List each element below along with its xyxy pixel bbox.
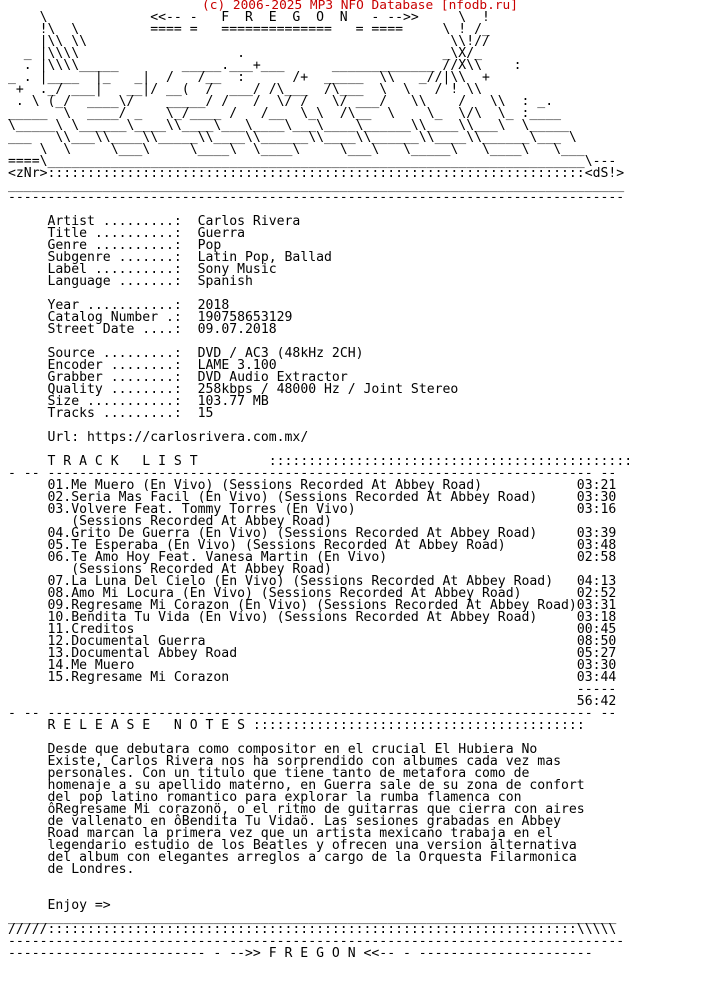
value-year: 2018 (197, 298, 230, 313)
label-quality: Quality ........: (47, 382, 182, 397)
banner-line: <zNr>::::::::::::::::::::::::::::::::::::::::::::::::::::::::::::::::::::<dS!> (8, 166, 625, 181)
track-time: 03:21 (576, 478, 617, 493)
track-time: 08:50 (576, 634, 617, 649)
tracklist-heading-dots: :::::::::::::::::::::::::::::::::::::::::::::: (268, 454, 633, 469)
release-notes-line: Desde que debutara como compositor en el crucial El Hubiera No (47, 742, 538, 757)
track-time: 03:18 (576, 610, 617, 625)
release-notes-line: del pop latino romantico para explorar la rumba flamenca con (47, 790, 522, 805)
track-title: 01.Me Muero (En Vivo) (Sessions Recorded At Abbey Road) (8, 478, 482, 493)
release-notes-line: de vallenato en ôBendita Tu Vidaö. Las sesiones grabadas en Abbey (47, 814, 562, 829)
release-notes-line: del album con elegantes arreglos a cargo de la Orquesta Filarmonica (47, 850, 577, 865)
value-label: Sony Music (197, 262, 277, 277)
copyright-header: (c) 2006-2025 MP3 NFO Database [nfodb.ru] (202, 0, 518, 13)
footer-sign-right: <<-- - ---------------------- (355, 946, 593, 961)
label-title: Title ..........: (47, 226, 182, 241)
value-artist: Carlos Rivera (197, 214, 301, 229)
track-time: 03:44 (576, 670, 617, 685)
footer-sign: F R E G O N (268, 946, 356, 961)
track-title: 10.Bendita Tu Vida (En Vivo) (Sessions Recorded At Abbey Road) (8, 610, 538, 625)
label-encoder: Encoder ........: (47, 358, 182, 373)
total-duration: 56:42 (576, 694, 617, 709)
label-subgenre: Subgenre .......: (47, 250, 182, 265)
banner-line: !\ \ ==== = ============== = ==== \ ! /_ (39, 22, 490, 37)
release-notes-line: personales. Con un titulo que tiene tanto de metafora como de (47, 766, 530, 781)
value-encoder: LAME 3.100 (197, 358, 277, 373)
track-title: 14.Me Muero (8, 658, 135, 673)
label-label: Label ..........: (47, 262, 182, 277)
section-rule: - -- --------------------------------------------------------------------- -- (8, 466, 617, 481)
label-grabber: Grabber ........: (47, 370, 182, 385)
value-catalog-number: 190758653129 (197, 310, 293, 325)
track-title-continued: (Sessions Recorded At Abbey Road) (8, 562, 332, 577)
value-street-date: 09.07.2018 (197, 322, 277, 337)
value-language: Spanish (197, 274, 253, 289)
track-time: 03:39 (576, 526, 617, 541)
track-title: 13.Documental Abbey Road (8, 646, 238, 661)
track-row (8, 502, 616, 529)
label-year: Year ...........: (47, 298, 182, 313)
track-time: 03:31 (576, 598, 617, 613)
track-title: 11.Creditos (8, 622, 135, 637)
track-time: 02:52 (576, 586, 617, 601)
banner-line: _ |\\\\ . _\X/_ (23, 46, 482, 61)
release-notes-line: legendario estudio de los Beatles y ofrecen una version alternativa (47, 838, 577, 853)
banner-line: + ._/ ___| __|/ __( / ___/ /\___ /\___ \ \ / ! \\ (15, 82, 482, 97)
track-time: 00:45 (576, 622, 617, 637)
track-title: 07.La Luna Del Cielo (En Vivo) (Sessions Recorded At Abbey Road) (8, 574, 554, 589)
release-notes-heading: R E L E A S E N O T E S (47, 718, 246, 733)
banner-line: _ . |____ |_ _| / /__ : /+ _____ \\ _//|\\ + (8, 70, 490, 85)
track-title: 08.Amo Mi Locura (En Vivo) (Sessions Recorded At Abbey Road) (8, 586, 522, 601)
label-url: Url: (47, 430, 80, 445)
footer-sign-left: ------------------------- - -->> (8, 946, 269, 961)
ascii-banner (8, 10, 624, 181)
value-title: Guerra (197, 226, 246, 241)
value-url: https://carlosrivera.com.mx/ (87, 430, 309, 445)
track-time: 02:58 (576, 550, 617, 565)
track-title: 05.Te Esperaba (En Vivo) (Sessions Recorded At Abbey Road) (8, 538, 506, 553)
value-tracks: 15 (197, 406, 214, 421)
footer-rule: ------------------------------------------------------------------------------ (8, 934, 625, 949)
release-notes-line: de Londres. (47, 862, 135, 877)
banner-line: . \ (_/ ____\/ _____/ / / \/ / \/ ___/ \\ / \\ : _. (15, 94, 554, 109)
banner-line: \ \ \___\ \____\ \____\ \___\ \_____\ \____\ \___ (39, 142, 585, 157)
footer-top-rule: _____________________________________________________________________________ (8, 910, 617, 925)
tracklist-heading: T R A C K L I S T (47, 454, 198, 469)
release-notes-line: Road marcan la primera vez que un artista mexicano trabaja en el (47, 826, 554, 841)
track-title: 12.Documental Guerra (8, 634, 206, 649)
track-time: 03:30 (576, 658, 617, 673)
label-street-date: Street Date ....: (47, 322, 182, 337)
track-time: 03:48 (576, 538, 617, 553)
label-tracks: Tracks .........: (47, 406, 182, 421)
track-title: 04.Grito De Guerra (En Vivo) (Sessions Recorded At Abbey Road) (8, 526, 538, 541)
value-source: DVD / AC3 (48kHz 2CH) (197, 346, 364, 361)
track-title: 06.Te Amo Hoy Feat. Vanesa Martin (En Vivo) (8, 550, 388, 565)
value-size: 103.77 MB (197, 394, 269, 409)
banner-line: \ <<-- - F R E G O N - -->> \ ! (39, 10, 490, 25)
total-rule: ----- (576, 682, 617, 697)
track-title: 09.Regresame Mi Corazon (En Vivo) (Sessions Recorded At Abbey Road) (8, 598, 577, 613)
value-grabber: DVD Audio Extractor (197, 370, 348, 385)
label-catalog-number: Catalog Number .: (47, 310, 182, 325)
release-notes-heading-dots: :::::::::::::::::::::::::::::::::::::::::: (252, 718, 585, 733)
banner-line: \_____\ \______\____\\____\___\____\___\____\______\\____\\___\ \_____ (8, 118, 569, 133)
track-time: 03:16 (576, 502, 617, 517)
label-genre: Genre ..........: (47, 238, 182, 253)
track-time: 04:13 (576, 574, 617, 589)
banner-line: |\\ \\ \\!// (39, 34, 490, 49)
dash-rule: ------------------------------------------------------------------------------ (8, 190, 625, 205)
footer-border: /////:::::::::::::::::::::::::::::::::::::::::::::::::::::::::::::::::::\\\\\ (8, 922, 617, 937)
track-title: 03.Volvere Feat. Tommy Torres (En Vivo) (8, 502, 356, 517)
track-time: 03:30 (576, 490, 617, 505)
enjoy-text: Enjoy => (47, 898, 111, 913)
double-rule: ______________________________________________________________________________ (8, 178, 625, 193)
section-rule: - -- --------------------------------------------------------------------- -- (8, 706, 617, 721)
track-title: 02.Seria Mas Facil (En Vivo) (Sessions Recorded At Abbey Road) (8, 490, 538, 505)
label-source: Source .........: (47, 346, 182, 361)
banner-line: ___ \\___\\____\\_____\\____\\______\\____\\______\\____\\______\___ \ (8, 130, 577, 145)
label-size: Size ...........: (47, 394, 182, 409)
track-title: 15.Regresame Mi Corazon (8, 670, 230, 685)
release-notes-line: Existe, Carlos Rivera nos ha sorprendido con albumes cada vez mas (47, 754, 562, 769)
label-artist: Artist .........: (47, 214, 182, 229)
release-notes-line: ôRegresame Mi corazonö, o el ritmo de guitarras que cierra con aires (47, 802, 585, 817)
banner-line: ====\____________________________________________________________________\--- (8, 154, 617, 169)
release-notes-text (8, 742, 585, 877)
track-row (8, 550, 616, 577)
value-quality: 258kbps / 48000 Hz / Joint Stereo (197, 382, 459, 397)
value-subgenre: Latin Pop, Ballad (197, 250, 332, 265)
nfo-document (8, 12, 632, 960)
banner-line: _____ \ ____/ _ \_/____ / /__ \_\ /\__ \ \_ \/\ \_ :____ (8, 106, 562, 121)
value-genre: Pop (197, 238, 222, 253)
label-language: Language .......: (47, 274, 182, 289)
track-list (8, 478, 616, 685)
track-time: 05:27 (576, 646, 617, 661)
banner-line: . |\\\\_____ _____.___+___ _____________ //X\\ : (23, 58, 522, 73)
release-notes-line: homenaje a su apellido materno, en Guerra sale de su zona de confort (47, 778, 585, 793)
track-title-continued: (Sessions Recorded At Abbey Road) (8, 514, 332, 529)
